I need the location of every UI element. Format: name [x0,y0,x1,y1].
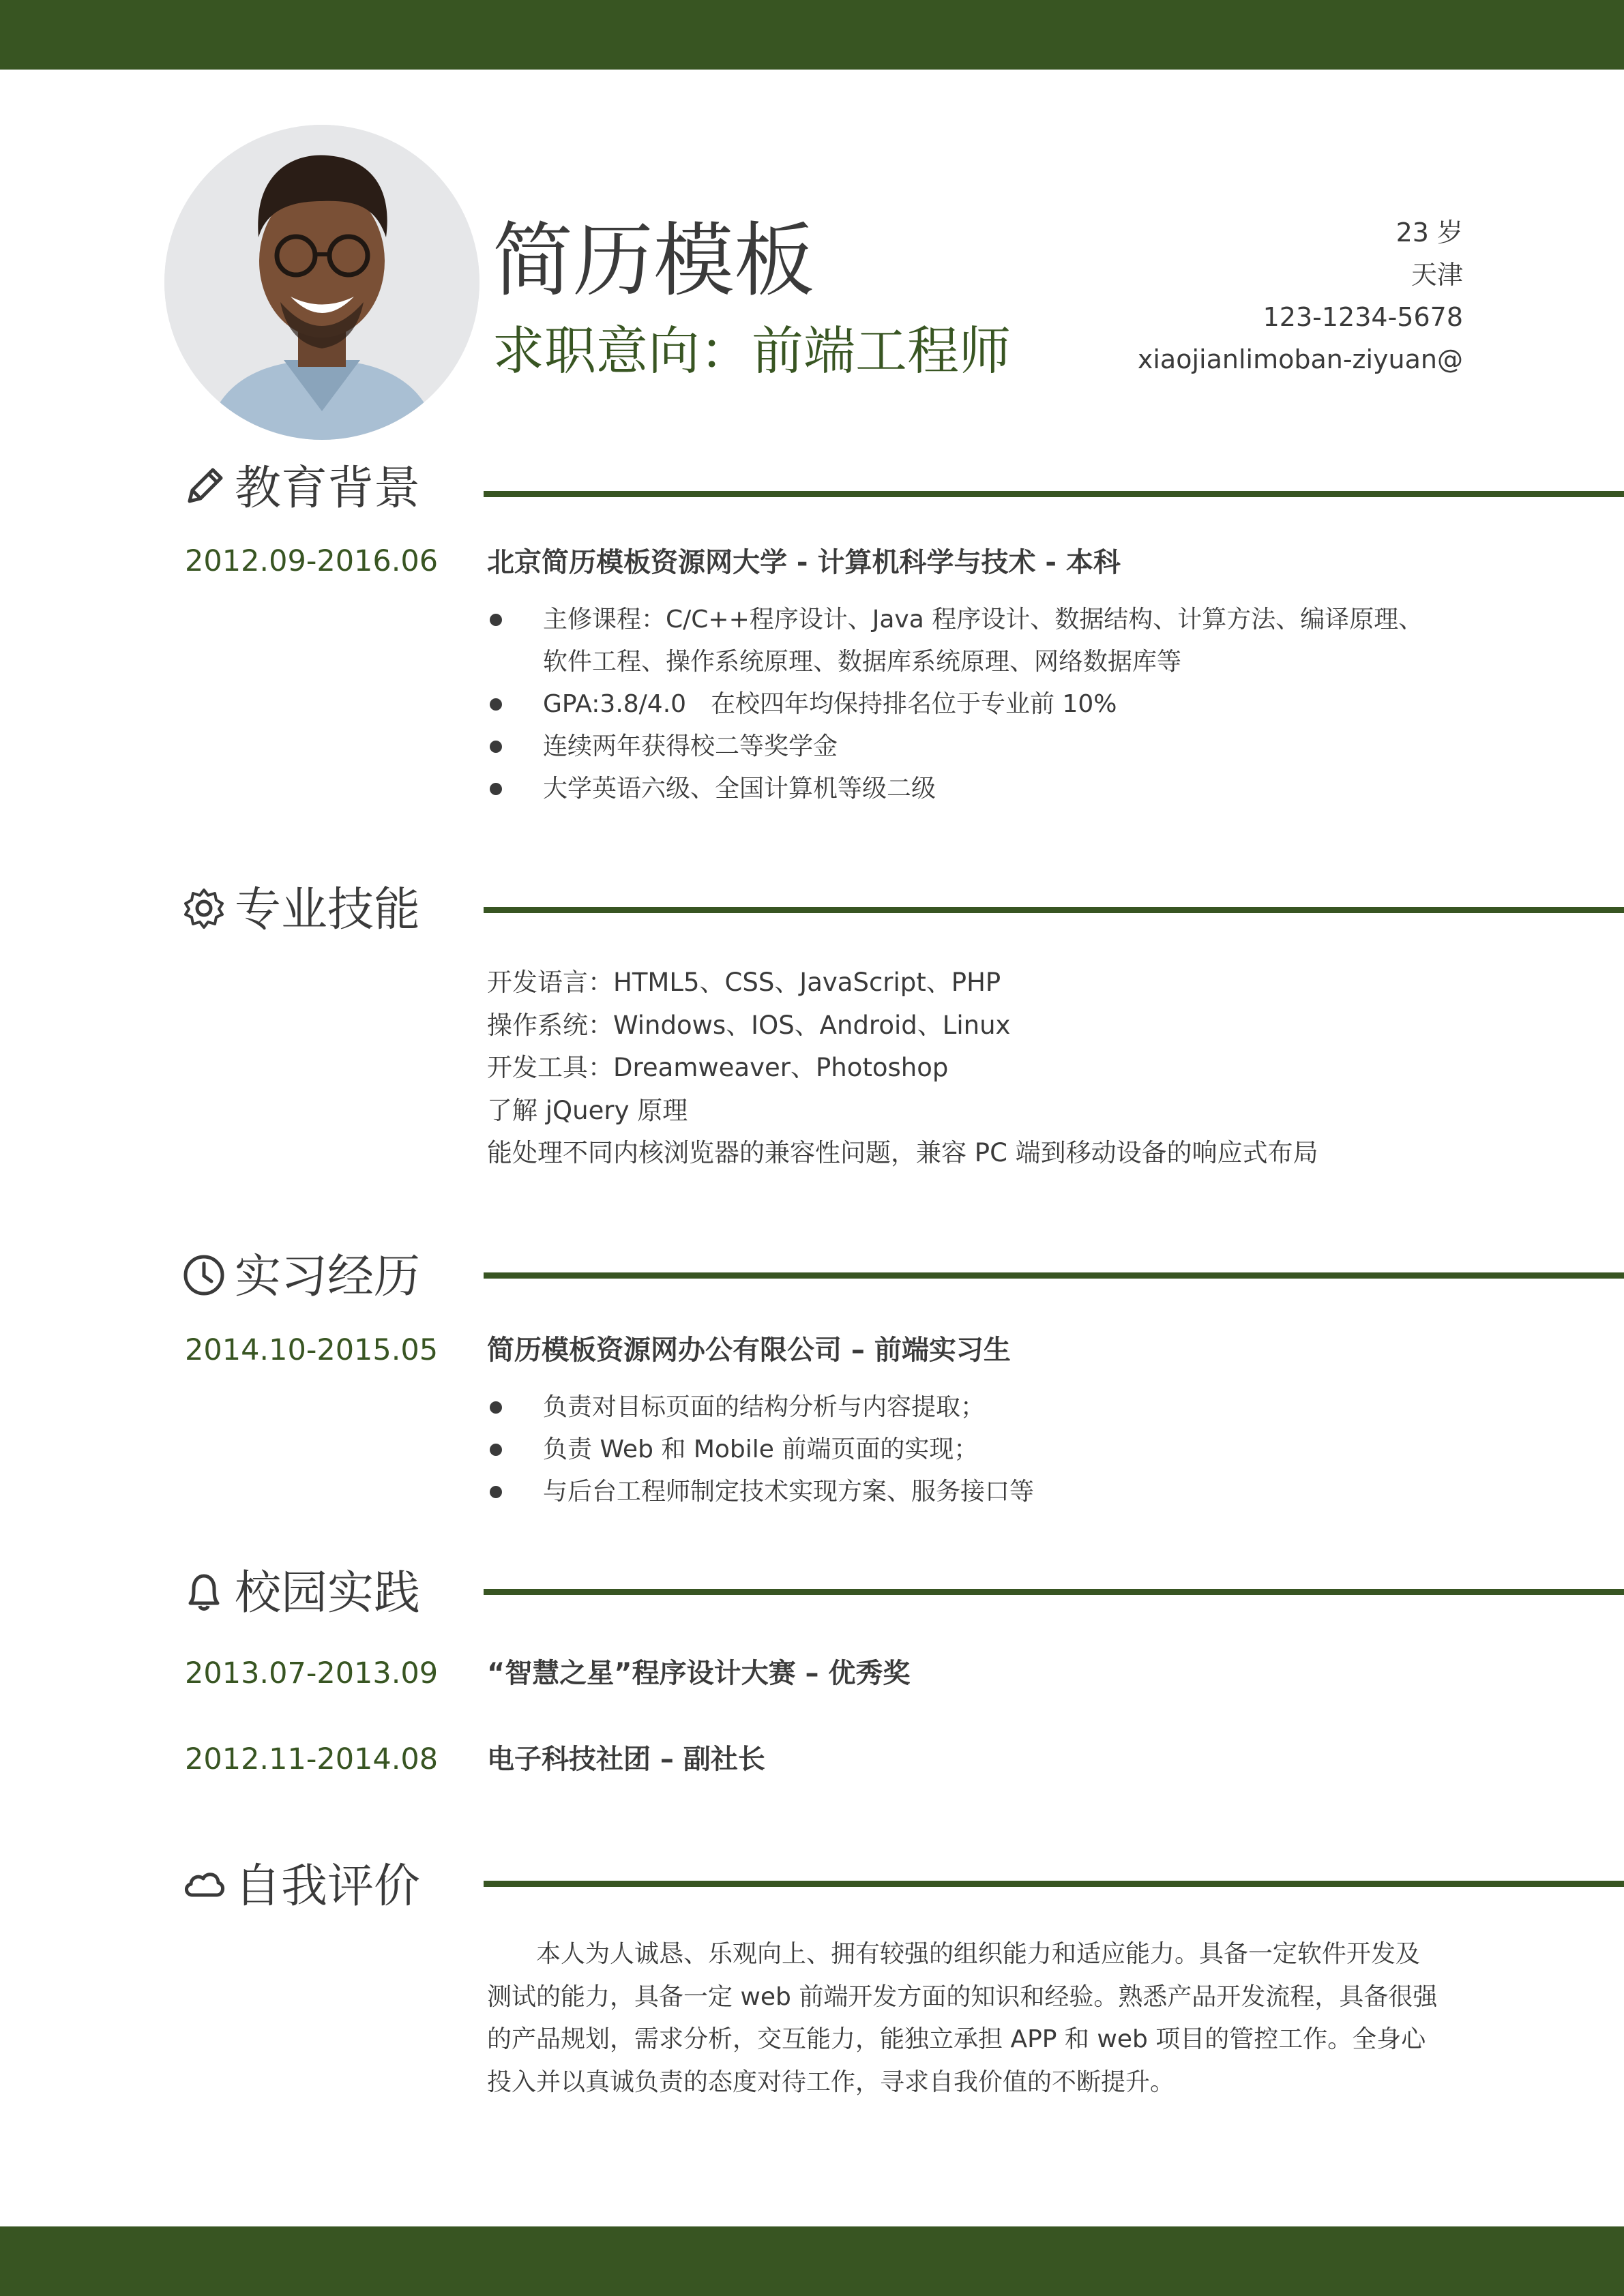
profile-photo [164,125,479,440]
skills-list [487,961,1318,1175]
bell-icon [180,1568,228,1615]
section-rule [484,907,1624,913]
age: 23 岁 [1396,218,1463,248]
section-rule [484,491,1624,497]
section-title-skills: 专业技能 [180,880,420,941]
cloud-icon [180,1861,228,1909]
skill-line: 能处理不同内核浏览器的兼容性问题，兼容 PC 端到移动设备的响应式布局 [487,1138,1318,1167]
section-rule [484,1881,1624,1887]
job-intent: 求职意向：前端工程师 [492,320,1011,381]
skill-line: 操作系统：Windows、IOS、Android、Linux [487,1010,1011,1040]
list-item: 与后台工程师制定技术实现方案、服务接口等 [487,1471,1442,1513]
city: 天津 [1411,260,1463,290]
education-date: 2012.09-2016.06 [185,544,439,578]
skill-line: 开发语言：HTML5、CSS、JavaScript、PHP [487,968,1001,997]
section-title-campus: 校园实践 [180,1563,420,1624]
phone: 123-1234-5678 [1263,302,1463,332]
pencil-icon [180,463,228,511]
education-heading: 北京简历模板资源网大学 - 计算机科学与技术 - 本科 [487,547,1121,578]
campus-date: 2013.07-2013.09 [185,1656,439,1690]
section-title-internship: 实习经历 [180,1247,420,1308]
section-rule [484,1272,1624,1279]
section-title-self-evaluation: 自我评价 [180,1856,420,1918]
email: xiaojianlimoban-ziyuan@ [1137,344,1463,374]
bottom-band [0,2226,1624,2296]
campus-date: 2012.11-2014.08 [185,1742,439,1776]
list-item: 连续两年获得校二等奖学金 [487,726,1442,768]
top-band [0,0,1624,70]
list-item: 负责 Web 和 Mobile 前端页面的实现； [487,1429,1442,1471]
list-item: 负责对目标页面的结构分析与内容提取； [487,1386,1442,1429]
list-item: GPA:3.8/4.0 在校四年均保持排名位于专业前 10% [487,683,1442,726]
gear-icon [180,884,228,932]
self-evaluation-text: 本人为人诚恳、乐观向上、拥有较强的组织能力和适应能力。具备一定软件开发及测试的能力，具备一定 web 前端开发方面的知识和经验。熟悉产品开发流程，具备很强的产品规划，需求分析，交互能力，能独立承担 APP 和 web 项目的管控工作。全身心投入并以真诚负责的态度对待工作，寻求自我价值的不断提升。 [487,1940,1438,2096]
internship-bullets [487,1386,1442,1513]
resume-name: 简历模板 [492,213,815,308]
list-item: 大学英语六级、全国计算机等级二级 [487,768,1442,810]
clock-icon [180,1251,228,1299]
campus-heading: “智慧之星”程序设计大赛 – 优秀奖 [487,1658,911,1689]
section-rule [484,1589,1624,1595]
section-title-education: 教育背景 [180,458,420,520]
education-bullets [487,599,1442,810]
internship-date: 2014.10-2015.05 [185,1333,439,1367]
skill-line: 开发工具：Dreamweaver、Photoshop [487,1053,949,1082]
contact-info [1138,211,1463,381]
internship-heading: 简历模板资源网办公有限公司 – 前端实习生 [487,1335,1011,1366]
campus-heading: 电子科技社团 – 副社长 [487,1744,765,1775]
list-item: 主修课程：C/C++程序设计、Java 程序设计、数据结构、计算方法、编译原理、软件工程、操作系统原理、数据库系统原理、网络数据库等 [487,599,1442,683]
skill-line: 了解 jQuery 原理 [487,1095,688,1125]
